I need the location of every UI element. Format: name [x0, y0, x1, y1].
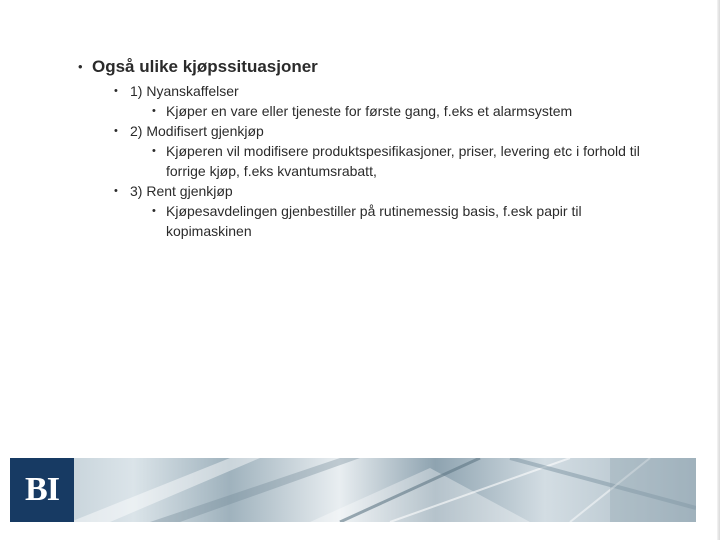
bullet-icon: •: [78, 59, 83, 74]
list-item: [114, 81, 668, 101]
light-beam-shape: [70, 458, 260, 522]
slide-heading: Også ulike kjøpssituasjoner: [92, 57, 318, 76]
item-label: 1) Nyanskaffelser: [130, 83, 239, 99]
bi-logo: [10, 458, 74, 522]
item-label: 3) Rent gjenkjøp: [130, 183, 233, 199]
bullet-icon: •: [152, 105, 156, 117]
shade-panel: [610, 458, 696, 522]
item-detail: Kjøpesavdelingen gjenbestiller på rutinemessig basis, f.esk papir til kopimaskinen: [166, 203, 582, 239]
slide-content: [78, 56, 668, 241]
bullet-icon: •: [114, 85, 118, 97]
item-detail: Kjøper en vare eller tjeneste for første gang, f.eks et alarmsystem: [166, 103, 573, 119]
item-label: 2) Modifisert gjenkjøp: [130, 123, 264, 139]
bullet-icon: •: [152, 145, 156, 157]
bullet-icon: •: [152, 205, 156, 217]
architecture-photo: [10, 458, 696, 522]
bullet-icon: •: [114, 125, 118, 137]
sub-list-item: [152, 141, 668, 181]
sub-list-item: [152, 201, 668, 241]
item-detail: Kjøperen vil modifisere produktspesifikasjoner, priser, levering etc i forhold til forrige kjøp, f.eks kvantumsrabatt,: [166, 143, 640, 179]
footer-banner-image: [10, 458, 696, 522]
heading-row: [78, 56, 668, 78]
list-item: [114, 181, 668, 201]
list-item: [114, 121, 668, 141]
sub-list-item: [152, 101, 668, 121]
light-panel-shape: [310, 468, 530, 522]
bullet-icon: •: [114, 185, 118, 197]
logo-text: BI: [25, 471, 59, 508]
